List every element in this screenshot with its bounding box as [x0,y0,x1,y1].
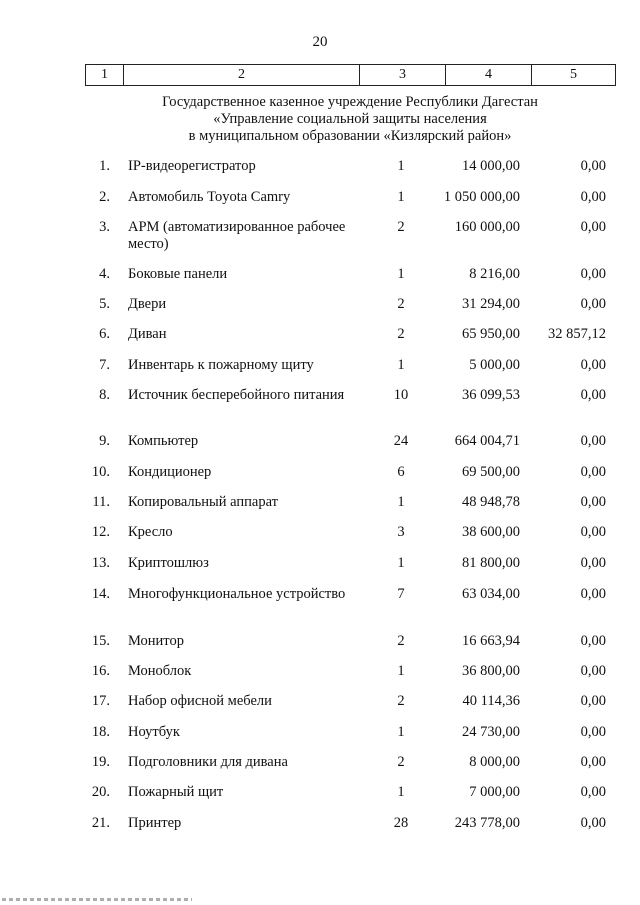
item-quantity: 3 [397,524,405,540]
item-name: Двери [128,296,167,312]
row-number: 5. [99,296,110,312]
item-name: Набор офисной мебели [128,693,272,709]
item-quantity: 1 [397,784,405,800]
row-number: 16. [91,663,110,679]
item-residual-value: 0,00 [580,387,606,403]
item-residual-value: 0,00 [580,754,606,770]
item-name: Боковые панели [128,266,228,282]
item-residual-value: 0,00 [580,219,606,235]
row-number: 21. [91,815,110,831]
item-quantity: 2 [397,326,405,342]
item-quantity: 28 [393,815,409,831]
item-quantity: 1 [397,189,405,205]
item-name: IP-видеорегистратор [128,158,256,174]
item-residual-value: 0,00 [580,724,606,740]
column-header-4: 4 [446,65,532,86]
item-residual-value: 0,00 [580,433,606,449]
organization-line-2: «Управление социальной защиты населения [213,111,487,127]
item-cost: 664 004,71 [454,433,520,449]
item-residual-value: 0,00 [580,296,606,312]
row-number: 2. [99,189,110,205]
row-number: 9. [99,433,110,449]
item-residual-value: 0,00 [580,266,606,282]
column-header-3: 3 [360,65,446,86]
item-cost: 31 294,00 [462,296,520,312]
item-name: Ноутбук [128,724,180,740]
item-cost: 48 948,78 [462,494,520,510]
organization-line-1: Государственное казенное учреждение Республики Дагестан [162,94,538,110]
row-number: 14. [91,586,110,602]
item-quantity: 2 [397,693,405,709]
item-residual-value: 0,00 [580,784,606,800]
item-cost: 8 216,00 [469,266,520,282]
item-cost: 24 730,00 [462,724,520,740]
row-number: 1. [99,158,110,174]
item-quantity: 1 [397,357,405,373]
item-quantity: 10 [393,387,409,403]
row-number: 13. [91,555,110,571]
item-quantity: 2 [397,296,405,312]
item-residual-value: 0,00 [580,524,606,540]
row-number: 20. [91,784,110,800]
item-cost: 7 000,00 [469,784,520,800]
row-number: 4. [99,266,110,282]
item-name: Пожарный щит [128,784,224,800]
item-quantity: 1 [397,555,405,571]
item-cost: 5 000,00 [469,357,520,373]
row-number: 15. [91,633,110,649]
item-cost: 14 000,00 [462,158,520,174]
item-name: Моноблок [128,663,192,679]
item-cost: 65 950,00 [462,326,520,342]
row-number: 18. [91,724,110,740]
item-name: АРМ (автоматизированное рабочее место) [128,219,346,252]
column-header-2: 2 [124,65,360,86]
row-number: 8. [99,387,110,403]
item-name: Подголовники для дивана [128,754,288,770]
item-name: Источник бесперебойного питания [128,387,345,403]
item-quantity: 2 [397,219,405,235]
organization-line-3: в муниципальном образовании «Кизлярский район» [188,128,512,144]
item-quantity: 1 [397,494,405,510]
item-name: Многофункциональное устройство [128,586,346,602]
item-quantity: 2 [397,633,405,649]
item-name: Кресло [128,524,173,540]
item-residual-value: 0,00 [580,815,606,831]
item-quantity: 1 [397,266,405,282]
item-residual-value: 0,00 [580,357,606,373]
item-name: Монитор [128,633,184,649]
item-cost: 160 000,00 [454,219,520,235]
item-quantity: 7 [397,586,405,602]
item-residual-value: 0,00 [580,693,606,709]
item-residual-value: 0,00 [580,586,606,602]
item-cost: 40 114,36 [462,693,520,709]
item-cost: 8 000,00 [469,754,520,770]
item-quantity: 1 [397,724,405,740]
item-name: Копировальный аппарат [128,494,279,510]
scan-footer-mark [2,898,192,901]
item-cost: 243 778,00 [454,815,520,831]
item-name: Инвентарь к пожарному щиту [128,357,314,373]
row-number: 6. [99,326,110,342]
item-residual-value: 0,00 [580,555,606,571]
item-cost: 36 099,53 [462,387,520,403]
row-number: 11. [92,494,110,510]
row-number: 7. [99,357,110,373]
item-quantity: 6 [397,464,405,480]
item-name: Диван [128,326,167,342]
item-name: Криптошлюз [128,555,209,571]
item-name: Кондиционер [128,464,212,480]
item-quantity: 2 [397,754,405,770]
item-quantity: 24 [393,433,409,449]
row-number: 3. [99,219,110,235]
item-quantity: 1 [397,158,405,174]
item-cost: 1 050 000,00 [443,189,520,205]
row-number: 19. [91,754,110,770]
row-number: 10. [91,464,110,480]
item-cost: 69 500,00 [462,464,520,480]
row-number: 17. [91,693,110,709]
item-residual-value: 32 857,12 [548,326,606,342]
item-residual-value: 0,00 [580,158,606,174]
item-quantity: 1 [397,663,405,679]
item-cost: 38 600,00 [462,524,520,540]
item-name: Автомобиль Toyota Camry [128,189,291,205]
item-residual-value: 0,00 [580,663,606,679]
item-residual-value: 0,00 [580,494,606,510]
page-number: 20 [312,34,328,50]
column-header-1: 1 [86,65,124,86]
row-number: 12. [91,524,110,540]
item-residual-value: 0,00 [580,633,606,649]
item-cost: 81 800,00 [462,555,520,571]
column-header-5: 5 [532,65,616,86]
column-number-header [85,64,616,86]
item-cost: 16 663,94 [462,633,520,649]
item-residual-value: 0,00 [580,189,606,205]
organization-heading [90,94,610,145]
item-name: Компьютер [128,433,199,449]
item-cost: 36 800,00 [462,663,520,679]
item-name: Принтер [128,815,182,831]
item-cost: 63 034,00 [462,586,520,602]
item-residual-value: 0,00 [580,464,606,480]
